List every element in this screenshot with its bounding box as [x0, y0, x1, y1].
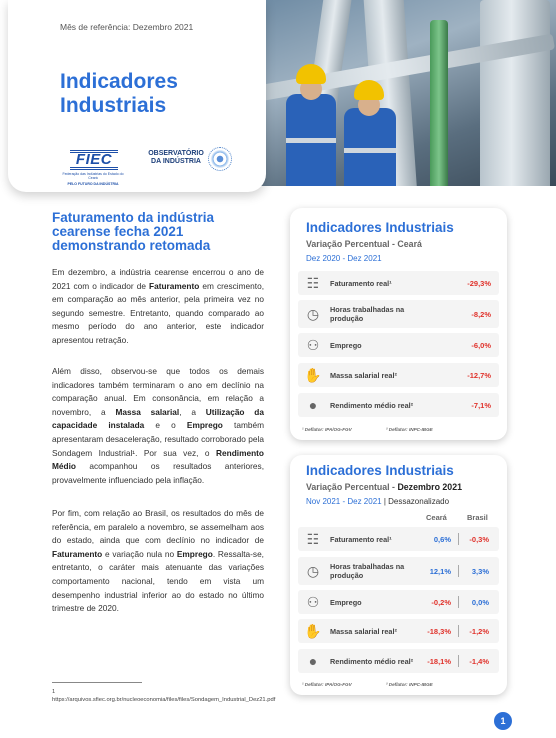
hand-money-icon: ✋: [304, 623, 322, 639]
footnote-divider: [52, 682, 142, 683]
money-stack-icon: ☷: [306, 275, 320, 291]
fiec-logo: FIEC Federação das Indústrias do Estado do Ceará PELO FUTURO DA INDÚSTRIA: [62, 151, 124, 186]
card-annual-subtitle: Variação Percentual - Ceará: [306, 239, 422, 249]
annual-row-rendimento: ● Rendimento médio real² -7,1%: [298, 393, 499, 417]
people-icon: ⚇: [306, 594, 320, 610]
article-paragraph-2: Além disso, observou-se que todos os demais indicadores também terminaram o ano em declínio na comparação anual. Em consonância, em relação a novembro, a Massa salarial, a Utilização da capacidade instalada e o Emprego também apresentaram desaceleração, resultado corroborado pela Sondagem Industrial¹. Por sua vez, o Rendimento Médio acompanhou os resultados anteriores, provavelmente influenciado pela inflação.: [52, 366, 264, 485]
page-number: 1: [494, 712, 512, 730]
annual-row-faturamento: ☷ Faturamento real¹ -29,3%: [298, 271, 499, 295]
clock-icon: ◷: [306, 306, 320, 322]
people-icon: ⚇: [306, 337, 320, 353]
annual-row-massa-salarial: ✋ Massa salarial real² -12,7%: [298, 363, 499, 387]
hand-money-icon: ✋: [304, 367, 322, 383]
footnote: 1 https://arquivos.sfiec.org.br/nucleoeconomia/files/files/Sondagem_Industrial_Dez21.pdf: [52, 689, 276, 703]
card-monthly-note-1: ¹ Deflator: IPA/OG-FGV: [302, 682, 352, 687]
card-monthly-note-2: ² Deflator: INPC-IBGE: [386, 682, 433, 687]
monthly-row-faturamento: ☷ Faturamento real¹ 0,6% -0,3%: [298, 527, 499, 551]
column-header-brasil: Brasil: [467, 513, 488, 522]
monthly-row-emprego: ⚇ Emprego -0,2% 0,0%: [298, 590, 499, 614]
article-paragraph-3: Por fim, com relação ao Brasil, os resultados do mês de referência, em paralelo a novembro, se assemelham aos do estado, ainda que com declínio no indicador de Faturamento e variação nula no Emprego. Ressalta-se, entretanto, o caráter mais atenuante das variações comportamento nacional, tendo em vista um desempenho industrial inferior ao do estado no último trimestre de 2020.: [52, 508, 264, 614]
money-bag-icon: ●: [308, 653, 318, 669]
card-annual-title: Indicadores Industriais: [306, 220, 454, 235]
card-annual-period: Dez 2020 - Dez 2021: [306, 254, 382, 263]
column-separator: [458, 625, 459, 637]
column-separator: [458, 565, 459, 577]
card-annual-indicators: [290, 208, 507, 440]
header-photo: [250, 0, 556, 186]
card-monthly-title: Indicadores Industriais: [306, 463, 454, 478]
reference-month: Mês de referência: Dezembro 2021: [60, 22, 194, 32]
monthly-row-massa-salarial: ✋ Massa salarial real² -18,3% -1,2%: [298, 619, 499, 643]
monthly-row-horas: ◷ Horas trabalhadas na produção 12,1% 3,3%: [298, 557, 499, 585]
column-header-ceara: Ceará: [426, 513, 447, 522]
column-separator: [458, 655, 459, 667]
article-title: Faturamento da indústria cearense fecha 2021 demonstrando retomada: [52, 210, 215, 253]
page-title: Indicadores Industriais: [60, 70, 178, 117]
money-stack-icon: ☷: [306, 531, 320, 547]
card-monthly-period: Nov 2021 - Dez 2021 | Dessazonalizado: [306, 497, 450, 506]
column-separator: [458, 596, 459, 608]
money-bag-icon: ●: [308, 397, 318, 413]
card-annual-note-2: ² Deflator: INPC-IBGE: [386, 427, 433, 432]
clock-icon: ◷: [306, 563, 320, 579]
monthly-row-rendimento: ● Rendimento médio real² -18,1% -1,4%: [298, 649, 499, 673]
card-monthly-subtitle: Variação Percentual - Dezembro 2021: [306, 482, 462, 492]
column-separator: [458, 533, 459, 545]
article-paragraph-1: Em dezembro, a indústria cearense encerrou o ano de 2021 com o indicador de Faturamento em crescimento, em comparação ao mês anterior, pela primeira vez no segundo semestre. Entretanto, quando comparado ao mesmo período do ano anterior, este indicador apresentou retração.: [52, 267, 265, 345]
card-annual-note-1: ¹ Deflator: IPA/OG-FGV: [302, 427, 352, 432]
observatorio-dots-icon: [208, 147, 232, 171]
annual-row-horas: ◷ Horas trabalhadas na produção -8,2%: [298, 300, 499, 328]
annual-row-emprego: ⚇ Emprego -6,0%: [298, 333, 499, 357]
observatorio-logo: OBSERVATÓRIO DA INDÚSTRIA: [146, 150, 246, 166]
card-monthly-indicators: [290, 455, 507, 695]
